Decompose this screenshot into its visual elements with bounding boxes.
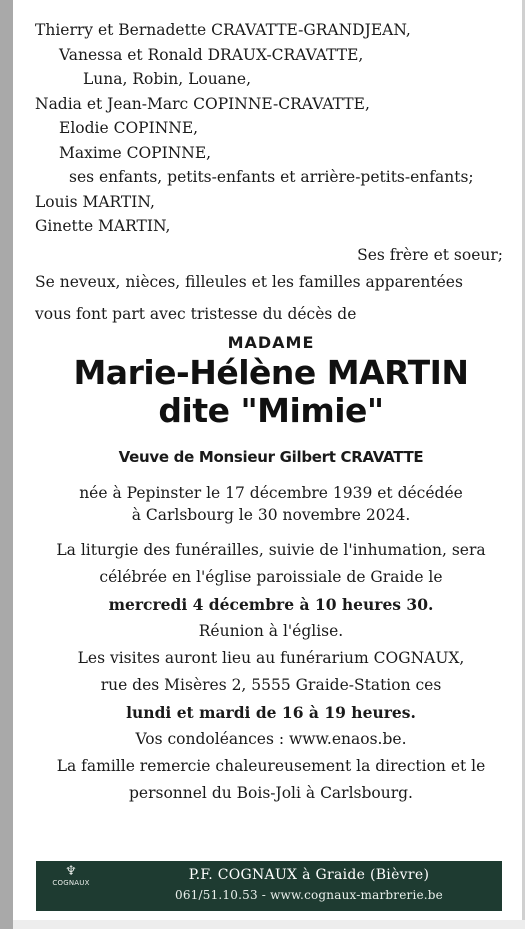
service-line: La liturgie des funérailles, suivie de l'inhumation, sera	[56, 541, 486, 559]
funeral-home-contact: 061/51.10.53 - www.cognaux-marbrerie.be	[175, 888, 443, 902]
family-line: Louis MARTIN,	[35, 192, 155, 211]
widow-of: Veuve de Monsieur Gilbert CRAVATTE	[118, 448, 424, 466]
family-line: Vanessa et Ronald DRAUX-CRAVATTE,	[59, 45, 364, 64]
family-line: ses enfants, petits-enfants et arrière-petits-enfants;	[69, 168, 474, 186]
family-line: Se neveux, nièces, filleules et les familles apparentées	[35, 273, 463, 291]
family-line: Ses frère et soeur;	[357, 245, 503, 264]
death-line: à Carlsbourg le 30 novembre 2024.	[131, 506, 411, 524]
family-line: Thierry et Bernadette CRAVATTE-GRANDJEAN,	[35, 21, 411, 39]
birth-death-info	[35, 482, 507, 526]
thanks-line: personnel du Bois-Joli à Carlsbourg.	[129, 784, 413, 802]
family-line: Nadia et Jean-Marc COPINNE-CRAVATTE,	[35, 94, 370, 113]
family-line: Ginette MARTIN,	[35, 217, 171, 235]
deceased-nickname: dite "Mimie"	[158, 391, 384, 430]
service-date: mercredi 4 décembre à 10 heures 30.	[108, 595, 434, 614]
funeral-home-banner	[36, 861, 502, 911]
bottom-strip	[13, 920, 525, 929]
footer-text	[116, 865, 502, 905]
obituary-notice	[35, 18, 507, 807]
deceased-name: Marie-Hélène MARTIN	[73, 353, 469, 392]
family-line: Maxime COPINNE,	[59, 143, 212, 162]
family-line: Luna, Robin, Louane,	[83, 70, 252, 88]
logo-tagline-bar	[42, 887, 100, 892]
family-line: Elodie COPINNE,	[59, 119, 199, 137]
thanks-line: La famille remercie chaleureusement la direction et le	[56, 757, 486, 775]
visits-line: Les visites auront lieu au funérarium COGNAUX,	[77, 649, 465, 667]
meeting-line: Réunion à l'église.	[198, 622, 344, 640]
flame-icon: ♆	[65, 864, 77, 879]
left-border-bar	[0, 0, 13, 929]
service-info	[35, 537, 507, 807]
service-line: célébrée en l'église paroissiale de Graide le	[99, 568, 443, 586]
family-list	[35, 18, 507, 326]
logo-brand: COGNAUX	[52, 879, 90, 887]
announcement-line: vous font part avec tristesse du décès de	[35, 304, 357, 323]
visits-address: rue des Misères 2, 5555 Graide-Station ces	[100, 676, 442, 694]
visits-time: lundi et mardi de 16 à 19 heures.	[126, 703, 416, 722]
funeral-home-name: P.F. COGNAUX à Graide (Bièvre)	[188, 867, 430, 883]
deceased-title: MADAME	[227, 333, 315, 352]
cognaux-logo	[42, 865, 100, 907]
condolences-line: Vos condoléances : www.enaos.be.	[135, 730, 407, 748]
birth-line: née à Pepinster le 17 décembre 1939 et décédée	[79, 484, 463, 502]
